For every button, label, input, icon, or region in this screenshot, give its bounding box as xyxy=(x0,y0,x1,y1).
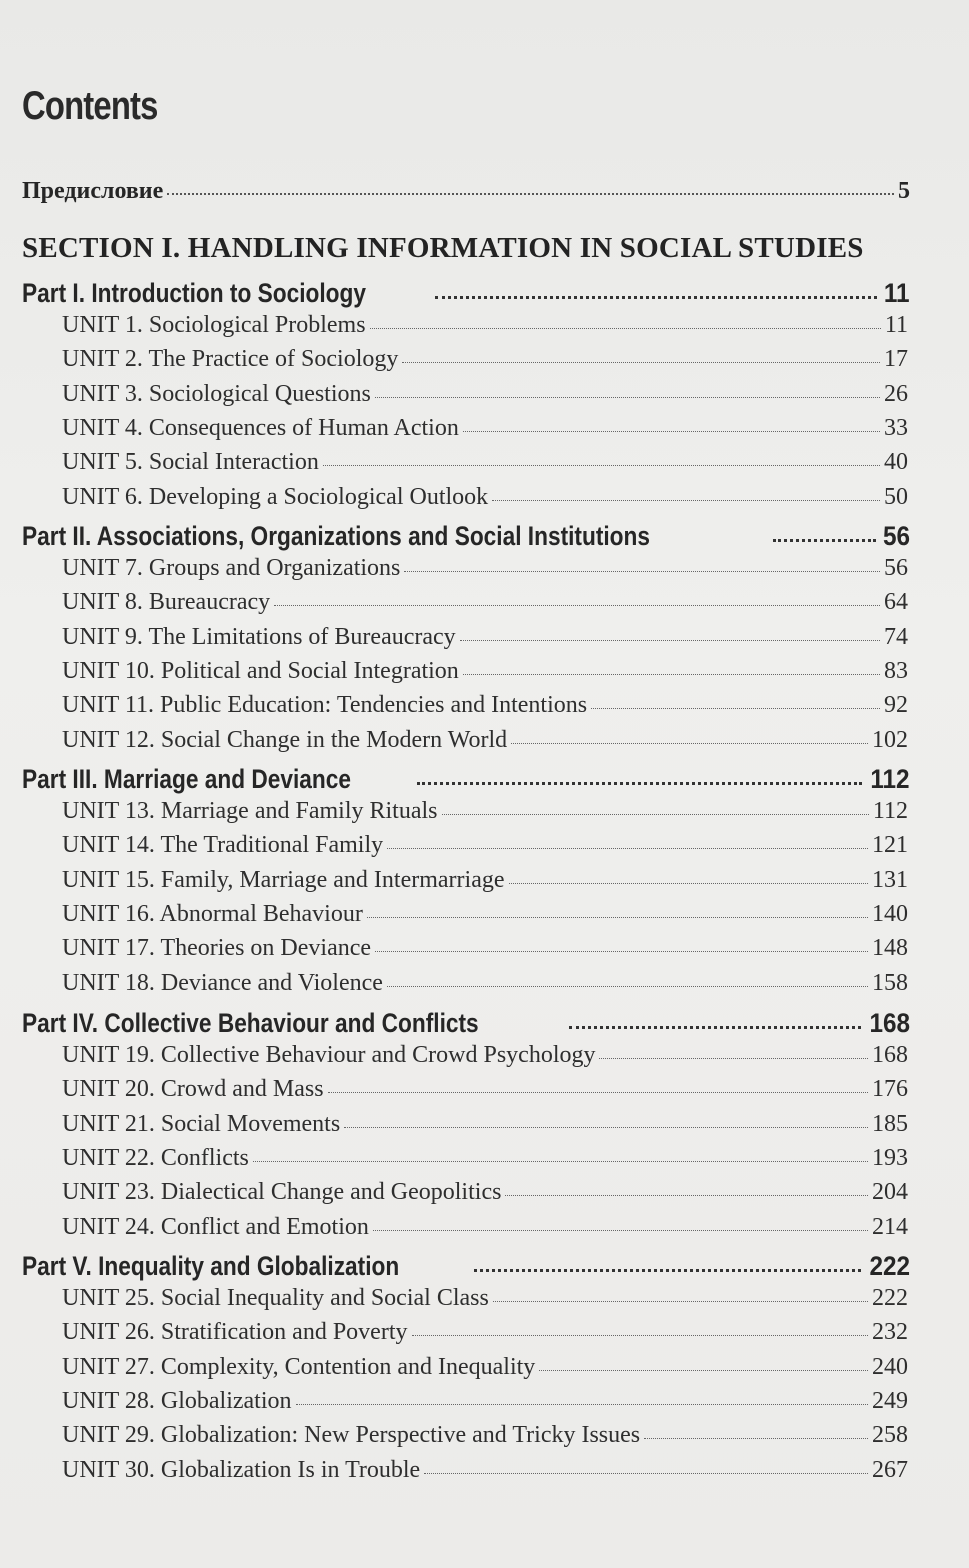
part-label: Part II. Associations, Organizations and Social Institutions xyxy=(22,521,651,551)
unit-page: 267 xyxy=(872,1456,908,1483)
unit-label: UNIT 9. The Limitations of Bureaucracy xyxy=(62,623,456,650)
toc-unit-entry xyxy=(62,930,908,962)
dot-leader xyxy=(509,859,868,884)
unit-label: UNIT 2. The Practice of Sociology xyxy=(62,346,399,373)
unit-page: 33 xyxy=(884,414,908,441)
unit-label: UNIT 16. Abnormal Behaviour xyxy=(62,900,363,927)
dot-leader xyxy=(539,1346,868,1371)
toc-entry-preface xyxy=(22,172,910,205)
unit-page: 240 xyxy=(872,1353,908,1380)
unit-page: 204 xyxy=(872,1179,908,1206)
unit-label: UNIT 12. Social Change in the Modern World xyxy=(62,726,508,753)
dot-leader xyxy=(492,476,880,501)
unit-page: 214 xyxy=(872,1213,908,1240)
toc-unit-entry xyxy=(62,1106,908,1138)
unit-page: 112 xyxy=(872,798,908,824)
toc-unit-entry xyxy=(62,965,908,997)
dot-leader xyxy=(493,1277,868,1302)
dot-leader xyxy=(474,1242,861,1272)
dot-leader xyxy=(435,269,878,299)
unit-label: UNIT 27. Complexity, Contention and Inequality xyxy=(62,1353,536,1380)
toc-unit-entry xyxy=(62,1383,908,1415)
dot-leader xyxy=(387,962,868,987)
unit-label: UNIT 10. Political and Social Integration xyxy=(62,657,459,684)
dot-leader xyxy=(773,512,876,542)
dot-leader xyxy=(375,373,880,398)
toc-unit-entry xyxy=(62,896,908,928)
dot-leader xyxy=(463,650,880,675)
dot-leader xyxy=(599,1034,868,1059)
toc-unit-entry xyxy=(62,862,908,894)
toc-unit-entry xyxy=(62,479,908,511)
toc-unit-entry xyxy=(62,584,908,616)
unit-label: UNIT 1. Sociological Problems xyxy=(62,312,366,338)
dot-leader xyxy=(511,719,868,744)
toc-unit-entry xyxy=(62,1314,908,1346)
toc-unit-entry xyxy=(62,341,908,373)
part-page: 11 xyxy=(884,278,910,308)
unit-label: UNIT 8. Bureaucracy xyxy=(62,589,271,616)
dot-leader xyxy=(167,169,894,195)
dot-leader xyxy=(569,999,861,1029)
toc-unit-entry xyxy=(62,687,908,719)
unit-label: UNIT 21. Social Movements xyxy=(62,1110,341,1137)
unit-label: UNIT 23. Dialectical Change and Geopolitics xyxy=(62,1179,502,1206)
unit-page: 222 xyxy=(872,1285,908,1311)
unit-label: UNIT 4. Consequences of Human Action xyxy=(62,414,459,441)
part-page: 222 xyxy=(869,1251,910,1281)
unit-label: UNIT 28. Globalization xyxy=(62,1387,292,1414)
unit-label: UNIT 6. Developing a Sociological Outlook xyxy=(62,483,489,510)
dot-leader xyxy=(463,407,880,432)
toc-unit-entry xyxy=(62,1417,908,1449)
part-label: Part IV. Collective Behaviour and Conflicts xyxy=(22,1008,479,1038)
section-heading: SECTION I. HANDLING INFORMATION IN SOCIAL STUDIES xyxy=(22,232,864,264)
unit-label: UNIT 26. Stratification and Poverty xyxy=(62,1319,408,1346)
unit-page: 26 xyxy=(884,380,908,407)
part-page: 56 xyxy=(882,521,910,551)
unit-label: UNIT 25. Social Inequality and Social Class xyxy=(62,1285,489,1311)
dot-leader xyxy=(460,616,880,641)
unit-label: UNIT 15. Family, Marriage and Intermarriage xyxy=(62,866,505,893)
part-label: Part V. Inequality and Globalization xyxy=(22,1251,400,1281)
unit-page: 131 xyxy=(872,866,908,893)
dot-leader xyxy=(373,1206,868,1231)
unit-page: 148 xyxy=(872,935,908,962)
dot-leader xyxy=(404,547,880,572)
unit-page: 193 xyxy=(872,1144,908,1171)
entry-page: 5 xyxy=(898,178,910,204)
toc-unit-entry xyxy=(62,1349,908,1381)
part-label: Part I. Introduction to Sociology xyxy=(22,278,366,308)
part-page: 168 xyxy=(869,1008,910,1038)
unit-label: UNIT 5. Social Interaction xyxy=(62,449,319,476)
dot-leader xyxy=(323,441,880,466)
unit-page: 176 xyxy=(872,1076,908,1103)
unit-page: 249 xyxy=(872,1387,908,1414)
dot-leader xyxy=(387,824,868,849)
toc-unit-entry xyxy=(62,722,908,754)
unit-page: 168 xyxy=(872,1042,908,1068)
toc-unit-entry xyxy=(62,307,908,339)
unit-page: 17 xyxy=(884,346,908,373)
dot-leader xyxy=(402,338,880,363)
toc-unit-entry xyxy=(62,793,908,825)
toc-unit-entry xyxy=(62,1209,908,1241)
unit-page: 102 xyxy=(872,726,908,753)
dot-leader xyxy=(344,1103,868,1128)
toc-unit-entry xyxy=(62,444,908,476)
part-label: Part III. Marriage and Deviance xyxy=(22,764,352,794)
dot-leader xyxy=(375,927,868,952)
unit-label: UNIT 14. The Traditional Family xyxy=(62,832,384,859)
toc-unit-entry xyxy=(62,1140,908,1172)
unit-label: UNIT 17. Theories on Deviance xyxy=(62,935,372,962)
unit-label: UNIT 11. Public Education: Tendencies and Intentions xyxy=(62,692,588,719)
unit-label: UNIT 13. Marriage and Family Rituals xyxy=(62,798,438,824)
unit-page: 121 xyxy=(872,832,908,859)
unit-page: 56 xyxy=(884,555,908,581)
unit-page: 11 xyxy=(884,312,908,338)
toc-unit-entry xyxy=(62,1280,908,1312)
unit-page: 140 xyxy=(872,900,908,927)
toc-unit-entry xyxy=(62,1037,908,1069)
unit-page: 185 xyxy=(872,1110,908,1137)
dot-leader xyxy=(367,893,868,918)
unit-label: UNIT 30. Globalization Is in Trouble xyxy=(62,1456,421,1483)
dot-leader xyxy=(274,581,880,606)
dot-leader xyxy=(370,304,881,329)
dot-leader xyxy=(328,1068,868,1093)
toc-unit-entry xyxy=(62,1071,908,1103)
dot-leader xyxy=(505,1171,868,1196)
unit-label: UNIT 22. Conflicts xyxy=(62,1144,249,1171)
unit-label: UNIT 3. Sociological Questions xyxy=(62,380,371,407)
toc-unit-entry xyxy=(62,653,908,685)
dot-leader xyxy=(591,684,880,709)
dot-leader xyxy=(253,1137,868,1162)
dot-leader xyxy=(424,1449,868,1474)
toc-unit-entry xyxy=(62,827,908,859)
dot-leader xyxy=(417,755,863,785)
dot-leader xyxy=(296,1380,868,1405)
unit-page: 83 xyxy=(884,657,908,684)
unit-label: UNIT 19. Collective Behaviour and Crowd Psychology xyxy=(62,1042,596,1068)
unit-page: 50 xyxy=(884,483,908,510)
toc-unit-entry xyxy=(62,619,908,651)
toc-unit-entry xyxy=(62,1174,908,1206)
unit-label: UNIT 7. Groups and Organizations xyxy=(62,555,401,581)
part-page: 112 xyxy=(870,764,910,794)
dot-leader xyxy=(644,1414,868,1439)
unit-page: 74 xyxy=(884,623,908,650)
toc-unit-entry xyxy=(62,410,908,442)
toc-unit-entry xyxy=(62,376,908,408)
unit-page: 64 xyxy=(884,589,908,616)
dot-leader xyxy=(442,790,869,815)
toc-unit-entry xyxy=(62,1452,908,1484)
dot-leader xyxy=(412,1311,869,1336)
entry-label: Предисловие xyxy=(22,178,164,204)
unit-label: UNIT 29. Globalization: New Perspective and Tricky Issues xyxy=(62,1422,641,1449)
unit-label: UNIT 24. Conflict and Emotion xyxy=(62,1213,369,1240)
unit-page: 92 xyxy=(884,692,908,719)
page-title: Contents xyxy=(22,84,158,128)
toc-unit-entry xyxy=(62,550,908,582)
unit-page: 232 xyxy=(872,1319,908,1346)
unit-page: 158 xyxy=(872,969,908,996)
unit-page: 40 xyxy=(884,449,908,476)
unit-label: UNIT 20. Crowd and Mass xyxy=(62,1076,324,1103)
unit-page: 258 xyxy=(872,1422,908,1449)
unit-label: UNIT 18. Deviance and Violence xyxy=(62,969,383,996)
